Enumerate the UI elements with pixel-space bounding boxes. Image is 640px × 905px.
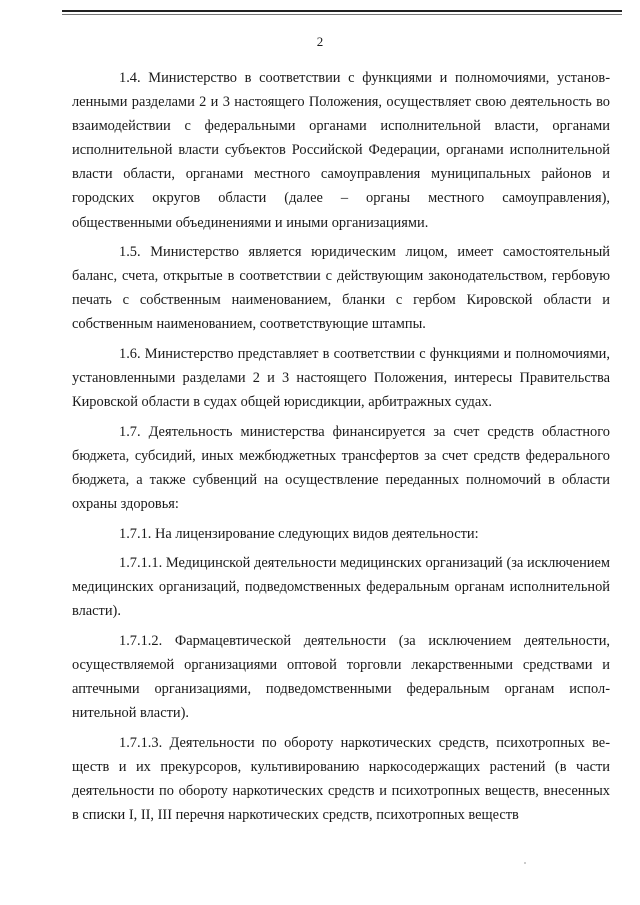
paragraph-1-6: 1.6. Министерство представляет в соответствии с функциями и полномочиями, установленными разделами 2 и 3 настоящего Положения, интересы Правительства Кировской области в судах общей юрисдикции, арбитражных судах. [72, 346, 610, 411]
paragraph-1-7-1-3: 1.7.1.3. Деятельности по обороту наркотических средств, психотропных веществ и их прекурсоров, культивированию наркосодержащих растений (в части деятельности по обороту наркотических средств и психотропных веществ, внесенных в списки I, II, III перечня наркотических средств, психотропных веществ [72, 734, 610, 824]
page-number: 2 [316, 34, 324, 49]
paragraph-1-7-1-2: 1.7.1.2. Фармацевтической деятельности (за исключением деятельности, осуществляемой организациями оптовой торговли лекарственными средствами и аптечными организациями, подведомственными федеральным органам исполнительной власти). [72, 633, 610, 722]
scan-speck [524, 862, 526, 864]
paragraph-1-5: 1.5. Министерство является юридическим лицом, имеет самостоятельный баланс, счета, открытые в соответствии с действующим законодательством, гербовую печать с собственным наименованием, бланки с гербом Кировской области и собственным наименованием, соответствующие штампы. [72, 244, 610, 333]
document-body [72, 66, 610, 833]
header-rule [62, 10, 622, 12]
paragraph-1-7-1-1: 1.7.1.1. Медицинской деятельности медицинских организаций (за исключением медицинских организаций, подведомственных федеральным органам исполнительной власти). [72, 555, 610, 620]
paragraph-1-7: 1.7. Деятельность министерства финансируется за счет средств областного бюджета, субсидий, иных межбюджетных трансфертов за счет средств федерального бюджета, а также субвенций на осуществление переданных полномочий в области охраны здоровья: [72, 423, 610, 513]
paragraph-1-7-1: 1.7.1. На лицензирование следующих видов деятельности: [119, 525, 479, 542]
paragraph-1-4: 1.4. Министерство в соответствии с функциями и полномочиями, установленными разделами 2 и 3 настоящего Положения, осуществляет свою деятельность во взаимодействии с федеральными органами исполнительной власти, органами исполнительной власти субъектов Российской Федерации, органами исполнительной власти области, органами местного самоуправления муниципальных районов и городских округов области (далее – органы местного самоуправления), общественными объединениями и иными организациями. [72, 70, 610, 231]
